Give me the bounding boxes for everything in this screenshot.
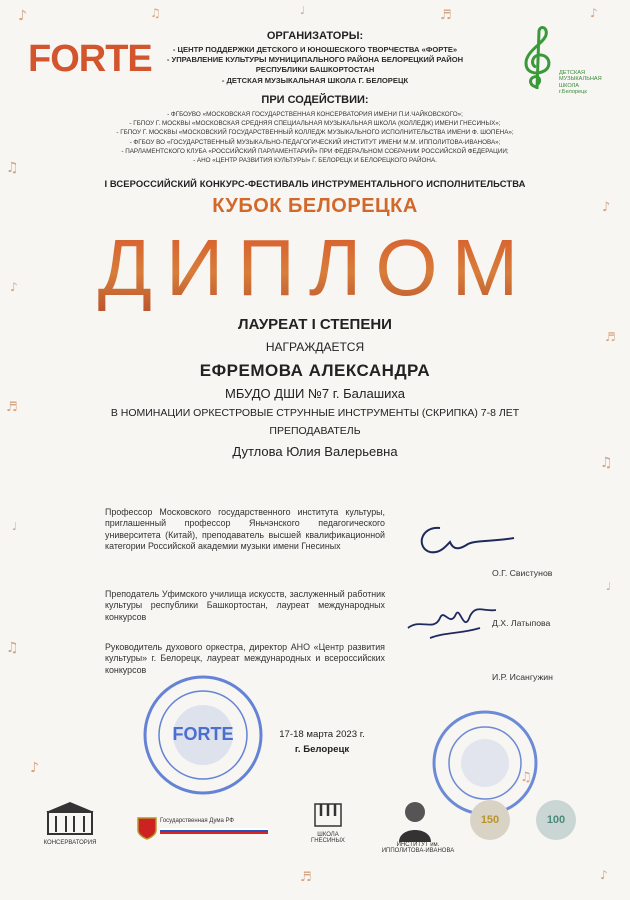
- music-note-icon: ♪: [30, 760, 39, 776]
- jury-description: Руководитель духового оркестра, директор АНО «Центр развития культуры» г. Белорецк, лауреат международных и всероссийских конкурсов: [105, 642, 385, 675]
- jury-name: Д.Х. Латыпова: [492, 618, 551, 628]
- assistance-title: ПРИ СОДЕЙСТВИИ:: [261, 94, 369, 106]
- organizer-line: - УПРАВЛЕНИЕ КУЛЬТУРЫ МУНИЦИПАЛЬНОГО РАЙОНА БЕЛОРЕЦКИЙ РАЙОН: [166, 55, 464, 65]
- assistance-line: - ГБПОУ Г. МОСКВЫ «МОСКОВСКАЯ СРЕДНЯЯ СПЕЦИАЛЬНАЯ МУЗЫКАЛЬНАЯ ШКОЛА (КОЛЛЕДЖ) ИМЕНИ ГНЕСИНЫХ»;: [129, 120, 501, 128]
- organizer-line: - ДЕТСКАЯ МУЗЫКАЛЬНАЯ ШКОЛА Г. БЕЛОРЕЦК: [221, 75, 409, 85]
- recipient-name: ЕФРЕМОВА АЛЕКСАНДРА: [199, 361, 431, 380]
- anniversary-100-badge: 100: [536, 800, 576, 840]
- music-note-icon: ♪: [600, 868, 608, 882]
- teacher-label: ПРЕПОДАВАТЕЛЬ: [269, 425, 361, 437]
- assistance-list: [40, 110, 590, 165]
- assistance-line: - ПАРЛАМЕНТСКОГО КЛУБА «РОССИЙСКИЙ ПАРЛАМЕНТАРИЙ» ПРИ ФЕДЕРАЛЬНОМ СОБРАНИИ РОССИЙСКОЙ ФЕДЕРАЦИИ;: [121, 147, 509, 155]
- music-note-icon: ♩: [300, 4, 306, 17]
- russian-flag-stripe: [160, 828, 268, 834]
- gnesin-piano-icon: [313, 800, 343, 830]
- jury-description: Преподатель Уфимского училища искусств, заслуженный работник культуры республики Башкортостан, лауреат международных конкурсов: [105, 589, 385, 622]
- music-note-icon: ♫: [6, 160, 19, 176]
- organizers-title: ОРГАНИЗАТОРЫ:: [266, 30, 364, 42]
- conservatory-logo-icon: [40, 798, 100, 838]
- forte-stamp: [140, 672, 266, 798]
- duma-logo-text: Государственная Дума РФ: [160, 818, 234, 824]
- signature-svistunov: [410, 518, 520, 568]
- coat-of-arms-icon: [136, 816, 158, 840]
- signature-latypova: [400, 598, 500, 648]
- stamp-forte-text: FORTE: [172, 724, 234, 744]
- music-note-icon: ♫: [520, 770, 532, 785]
- event-city: г. Белорецк: [294, 744, 350, 755]
- organizer-line: РЕСПУБЛИКИ БАШКОРТОСТАН: [255, 65, 375, 75]
- music-note-icon: ♬: [6, 400, 18, 415]
- music-note-icon: ♫: [6, 640, 19, 656]
- gnesin-logo-text: ШКОЛА ГНЕСИНЫХ: [311, 832, 345, 844]
- laureate-degree: ЛАУРЕАТ I СТЕПЕНИ: [238, 316, 392, 333]
- music-note-icon: ♪: [602, 200, 611, 215]
- music-note-icon: ♪: [590, 6, 598, 20]
- music-note-icon: ♪: [18, 8, 27, 24]
- organizer-line: - ЦЕНТР ПОДДЕРЖКИ ДЕТСКОГО И ЮНОШЕСКОГО ТВОРЧЕСТВА «ФОРТЕ»: [172, 45, 458, 54]
- assistance-line: - ФГБОУВО «МОСКОВСКАЯ ГОСУДАРСТВЕННАЯ КОНСЕРВАТОРИЯ ИМЕНИ П.И.ЧАЙКОВСКОГО»;: [167, 111, 463, 118]
- jury-name: О.Г. Свистунов: [492, 568, 553, 578]
- jury-name: И.Р. Исангужин: [492, 672, 553, 682]
- anniversary-150-badge: 150: [470, 800, 510, 840]
- ippolitov-logo-text: ИНСТИТУТ им. ИППОЛИТОВА-ИВАНОВА: [381, 842, 455, 854]
- music-note-icon: ♬: [605, 330, 616, 344]
- music-school-logo-text: ДЕТСКАЯ МУЗЫКАЛЬНАЯ ШКОЛА г.Белорецк: [559, 70, 602, 95]
- contest-title: I ВСЕРОССИЙСКИЙ КОНКУРС-ФЕСТИВАЛЬ ИНСТРУМЕНТАЛЬНОГО ИСПОЛНИТЕЛЬСТВА: [104, 178, 526, 189]
- organizers-list: [120, 45, 510, 86]
- forte-logo: FORTE: [28, 38, 152, 80]
- cup-title: КУБОК БЕЛОРЕЦКА: [212, 195, 418, 217]
- teacher-name: Дутлова Юлия Валерьевна: [232, 444, 398, 459]
- nomination: В НОМИНАЦИИ ОРКЕСТРОВЫЕ СТРУННЫЕ ИНСТРУМЕНТЫ (СКРИПКА) 7-8 ЛЕТ: [110, 407, 520, 419]
- composer-portrait-icon: [395, 798, 435, 842]
- music-note-icon: ♬: [440, 8, 452, 23]
- music-note-icon: ♫: [600, 455, 613, 471]
- jury-description: Профессор Московского государственного института культуры, приглашенный профессор Яньчэнского педагогического университета (Китай), преподаватель высшей квалификационной категории Российской академии музыки имени Гнесиных: [105, 507, 385, 551]
- diploma-heading: ДИПЛОМ: [0, 222, 630, 314]
- assistance-line: - ГБПОУ Г. МОСКВЫ «МОСКОВСКИЙ ГОСУДАРСТВЕННЫЙ КОЛЛЕДЖ МУЗЫКАЛЬНОГО ИСПОЛНИТЕЛЬСТВА ИМЕНИ Ф. ШОПЕНА»;: [116, 129, 514, 137]
- assistance-line: - АНО «ЦЕНТР РАЗВИТИЯ КУЛЬТУРЫ» Г. БЕЛОРЕЦК И БЕЛОРЕЦКОГО РАЙОНА.: [193, 157, 437, 165]
- recipient-school: МБУДО ДШИ №7 г. Балашиха: [225, 386, 405, 401]
- music-note-icon: ♩: [606, 580, 612, 593]
- music-note-icon: ♬: [300, 870, 312, 885]
- conservatory-logo-text: КОНСЕРВАТОРИЯ: [43, 840, 97, 846]
- music-note-icon: ♩: [12, 520, 18, 533]
- music-note-icon: ♫: [150, 6, 161, 20]
- assistance-line: - ФГБОУ ВО «ГОСУДАРСТВЕННЫЙ МУЗЫКАЛЬНО-ПЕДАГОГИЧЕСКИЙ ИНСТИТУТ ИМЕНИ М.М. ИППОЛИТОВА-ИВАНОВА»;: [129, 138, 501, 146]
- event-date: 17-18 марта 2023 г.: [279, 729, 365, 740]
- awarded-label: НАГРАЖДАЕТСЯ: [265, 340, 365, 354]
